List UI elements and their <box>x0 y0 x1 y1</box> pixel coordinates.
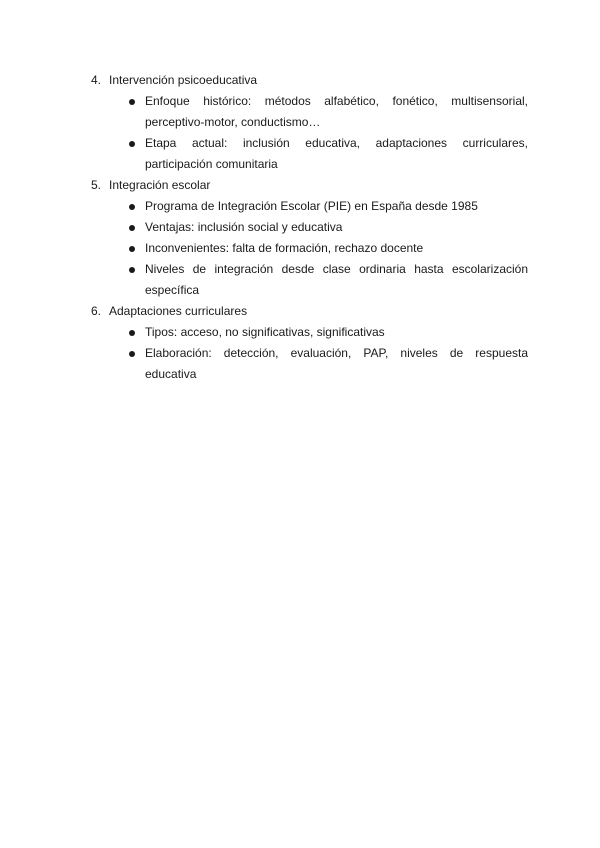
bullet-icon <box>129 141 135 147</box>
list-item-text: Etapa actual: inclusión educativa, adaptaciones curriculares, participación comunitaria <box>145 136 528 171</box>
list-item <box>91 133 528 175</box>
list-item <box>91 259 528 301</box>
list-item <box>91 238 528 259</box>
bullet-list <box>91 322 528 385</box>
bullet-icon <box>129 267 135 273</box>
list-item-text: Elaboración: detección, evaluación, PAP, niveles de respuesta educativa <box>145 346 528 381</box>
list-item <box>91 343 528 385</box>
bullet-list <box>91 91 528 175</box>
section-adaptaciones <box>91 301 528 385</box>
list-item-text: Niveles de integración desde clase ordinaria hasta escolarización específica <box>145 262 528 297</box>
bullet-icon <box>129 246 135 252</box>
section-heading <box>91 70 528 91</box>
bullet-icon <box>129 330 135 336</box>
bullet-icon <box>129 351 135 357</box>
list-item <box>91 322 528 343</box>
section-heading <box>91 301 528 322</box>
section-number: 4. <box>91 73 102 87</box>
bullet-icon <box>129 225 135 231</box>
section-intervencion <box>91 70 528 175</box>
list-item <box>91 217 528 238</box>
bullet-icon <box>129 99 135 105</box>
section-title: Intervención psicoeducativa <box>109 73 258 87</box>
section-heading <box>91 175 528 196</box>
list-item-text: Programa de Integración Escolar (PIE) en España desde 1985 <box>145 199 478 213</box>
list-item-text: Inconvenientes: falta de formación, rechazo docente <box>145 241 424 255</box>
section-number: 6. <box>91 304 102 318</box>
outline-list <box>91 70 528 385</box>
list-item-text: Ventajas: inclusión social y educativa <box>145 220 343 234</box>
section-title: Integración escolar <box>109 178 211 192</box>
bullet-list <box>91 196 528 301</box>
list-item-text: Enfoque histórico: métodos alfabético, fonético, multisensorial, perceptivo-motor, conductismo… <box>145 94 528 129</box>
section-number: 5. <box>91 178 102 192</box>
bullet-icon <box>129 204 135 210</box>
list-item-text: Tipos: acceso, no significativas, significativas <box>145 325 385 339</box>
list-item <box>91 91 528 133</box>
section-title: Adaptaciones curriculares <box>109 304 248 318</box>
section-integracion <box>91 175 528 301</box>
list-item <box>91 196 528 217</box>
